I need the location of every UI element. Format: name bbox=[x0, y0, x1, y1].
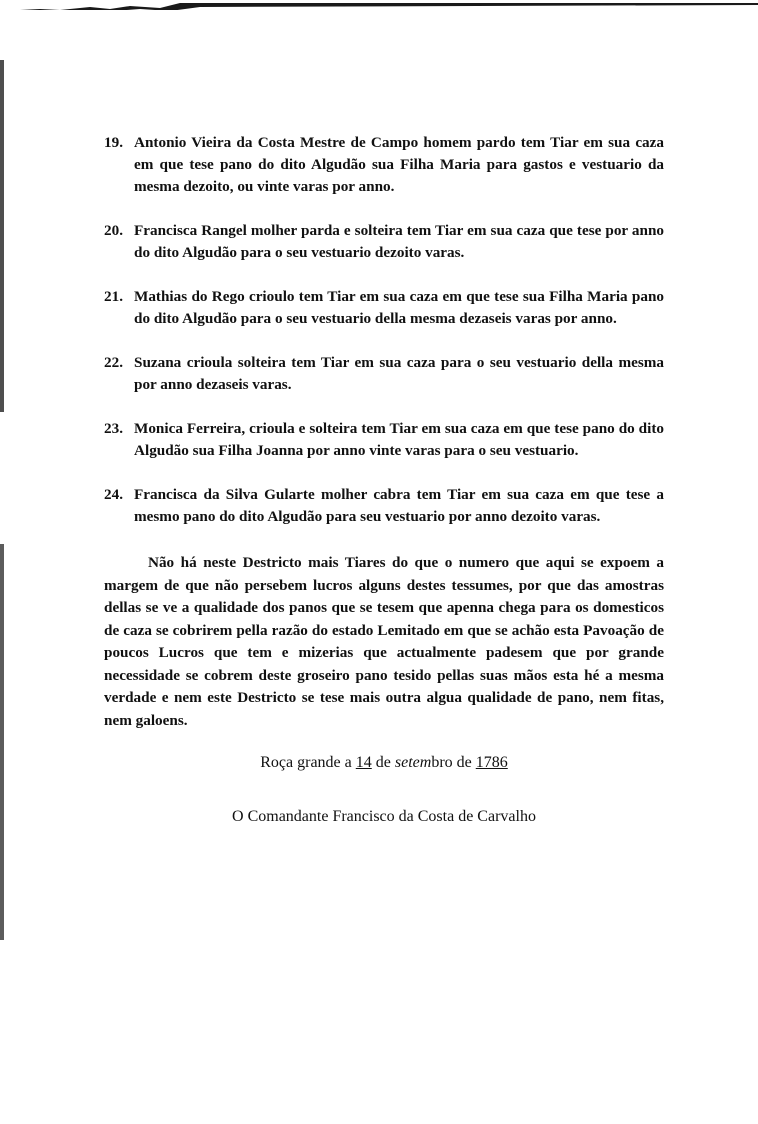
list-item bbox=[104, 352, 664, 396]
list-item bbox=[104, 132, 664, 198]
date-month-italic: setem bbox=[394, 754, 432, 771]
entry-text: Francisca da Silva Gularte molher cabra tem Tiar em sua caza em que tese a mesmo pano do dito Algudão para seu vestuario por anno dezoito varas. bbox=[134, 486, 664, 525]
list-item bbox=[104, 220, 664, 264]
entry-number: 24. bbox=[104, 486, 123, 503]
scan-top-edge bbox=[0, 0, 758, 10]
list-item bbox=[104, 286, 664, 330]
document-page bbox=[104, 132, 664, 828]
entry-text: Francisca Rangel molher parda e solteira tem Tiar em sua caza que tese por anno do dito Algudão para o seu vestuario dezoito varas. bbox=[134, 222, 664, 261]
date-day: 14 bbox=[355, 754, 372, 771]
list-item bbox=[104, 484, 664, 528]
entry-text: Monica Ferreira, crioula e solteira tem Tiar em sua caza em que tese pano do dito Algudão sua Filha Joanna por anno vinte varas para o seu vestuario. bbox=[134, 420, 664, 459]
signature-line: O Comandante Francisco da Costa de Carvalho bbox=[232, 808, 536, 825]
list-item bbox=[104, 418, 664, 462]
date-de: de bbox=[452, 754, 476, 771]
date-line bbox=[104, 752, 664, 774]
entry-text: Suzana crioula solteira tem Tiar em sua caza para o seu vestuario della mesma por anno dezaseis varas. bbox=[134, 354, 664, 393]
entry-text: Antonio Vieira da Costa Mestre de Campo homem pardo tem Tiar em sua caza em que tese pano do dito Algudão sua Filha Maria para gastos e vestuario da mesma dezoito, ou vinte varas por anno. bbox=[134, 134, 664, 195]
entry-number: 23. bbox=[104, 420, 123, 437]
date-year: 1786 bbox=[475, 754, 508, 771]
date-prefix: Roça grande a bbox=[260, 754, 356, 771]
entry-text: Mathias do Rego crioulo tem Tiar em sua caza em que tese sua Filha Maria pano do dito Algudão para o seu vestuario della mesma dezaseis varas por anno. bbox=[134, 288, 664, 327]
date-de: de bbox=[371, 754, 395, 771]
scan-artifact-shape bbox=[0, 3, 758, 10]
closing-paragraph: Não há neste Destricto mais Tiares do que o numero que aqui se expoem a margem de que não persebem lucros alguns destes tessumes, por que das amostras dellas se ve a qualidade dos panos que se tesem que apenna chega para os domesticos de caza se cobrirem pella razão do estado Lemitado em que se achão esta Pavoação de poucos Lucros que tem e mizerias que actualmente padesem que por grande necessidade se cobrem deste groseiro pano tesido pellas suas mãos esta hé a mesma verdade e nem este Destricto se tese mais outra algua qualidade de pano, nem fitas, nem galoens. bbox=[104, 554, 664, 729]
date-month-rest: bro bbox=[431, 754, 453, 771]
entry-number: 21. bbox=[104, 288, 123, 305]
scan-left-edge bbox=[0, 60, 4, 940]
entry-number: 19. bbox=[104, 134, 123, 151]
entry-number: 20. bbox=[104, 222, 123, 239]
entry-number: 22. bbox=[104, 354, 123, 371]
